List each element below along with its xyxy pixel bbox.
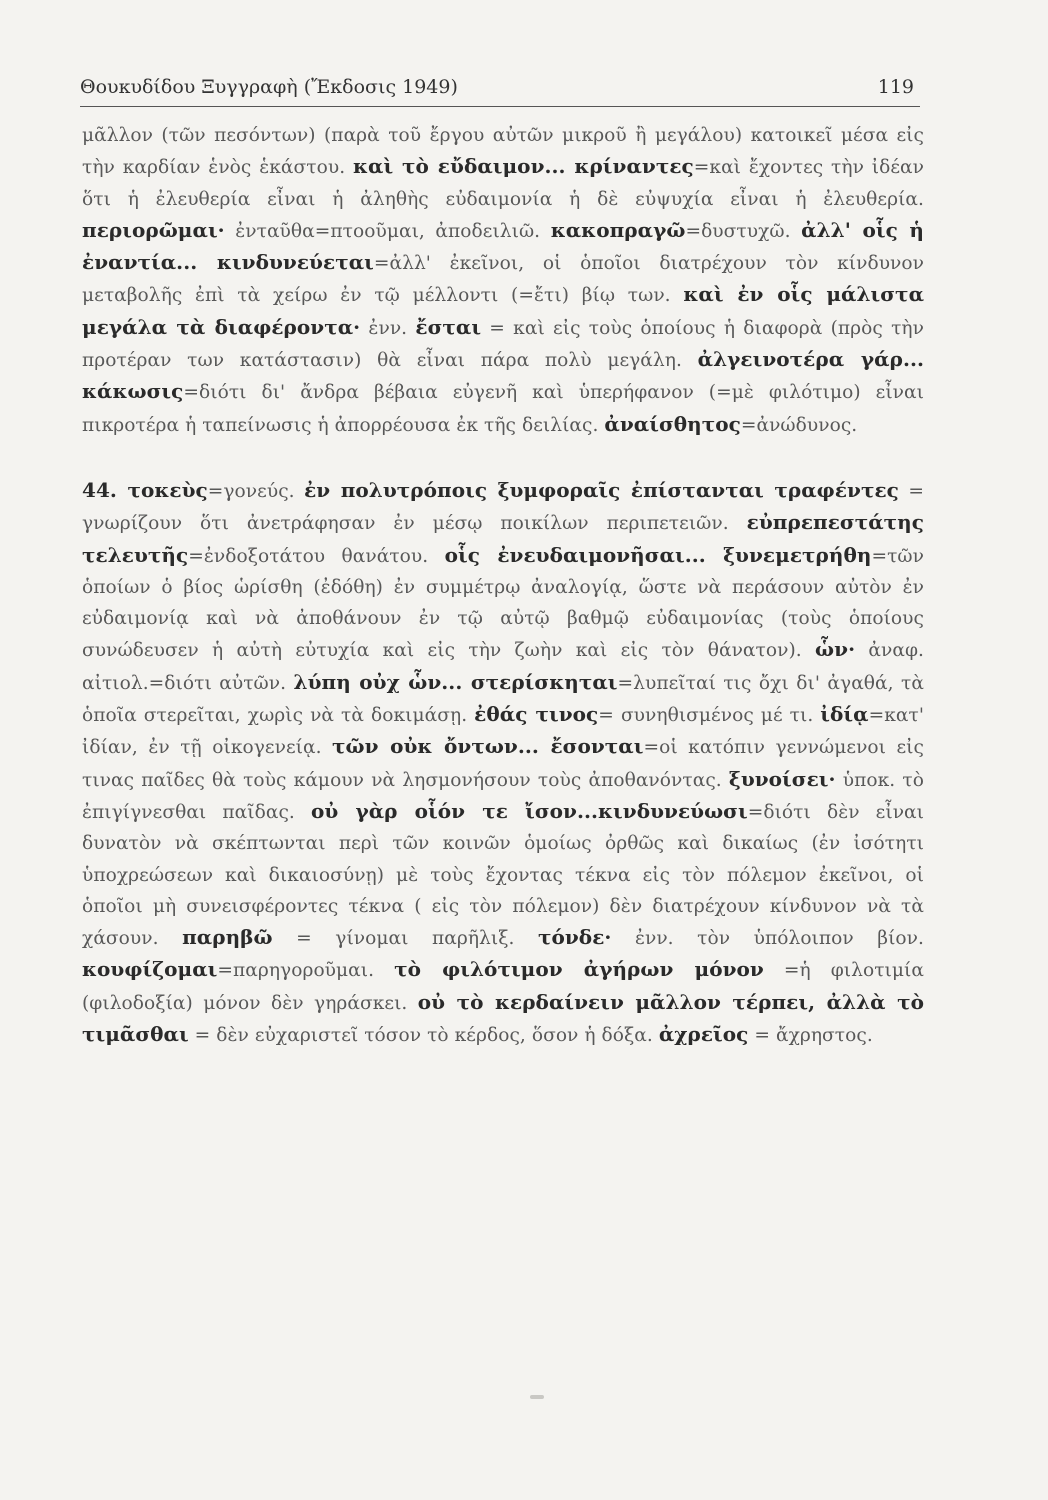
gloss-text: = καὶ εἰς τοὺς ὁποίους ἡ διαφορὰ (πρὸς τὴν προτέραν των κατάστασιν) θὰ εἶναι πάρα πολὺ μεγάλη. (82, 317, 924, 372)
lemma-term: περιορῶμαι· (82, 217, 225, 242)
running-title: Θουκυδίδου Ξυγγραφὴ (Ἔκδοσις 1949) (80, 76, 458, 98)
gloss-text: = ἄχρηστος. (748, 1025, 873, 1047)
page-number: 119 (877, 76, 914, 98)
lemma-term: οἷς ἐνευδαιμονῆσαι... ξυνεμετρήθη (444, 542, 872, 567)
paragraph-continuation (82, 120, 924, 441)
lemma-term: λύπη οὐχ ὧν... στερίσκηται (293, 669, 618, 694)
lemma-term: τόνδε· (537, 925, 612, 950)
gloss-text: =διότι δι' ἄνδρα βέβαια εὐγενῆ καὶ ὑπερήφανον (=μὲ φιλότιμο) εἶναι πικροτέρα ἡ ταπείνωσις ἡ ἀπορρέουσα ἐκ τῆς δειλίας. (82, 382, 924, 436)
gloss-text: ἀναφ. αἰτιολ.=διότι αὐτῶν. (82, 640, 925, 694)
print-smudge (530, 1395, 544, 1399)
gloss-text: = γνωρίζουν ὅτι ἀνετράφησαν ἐν μέσῳ ποικίλων περιπετειῶν. (82, 480, 924, 535)
gloss-text: =ἀνώδυνος. (740, 414, 858, 436)
gloss-text: =κατ' ἰδίαν, ἐν τῇ οἰκογενείᾳ. (82, 705, 924, 759)
gloss-text: =καὶ ἔχοντες τὴν ἰδέαν ὅτι ἡ ἐλευθερία εἶναι ἡ ἀληθὴς εὐδαιμονία ἡ δὲ εὐψυχία εἶναι ἡ ἐλευθερία. (82, 157, 924, 210)
gloss-text: =γονεύς. (207, 480, 305, 502)
lemma-term: τὸ φιλότιμον ἀγήρων μόνον (394, 957, 764, 982)
lemma-term: καὶ τὸ εὔδαιμον... κρίναντες (352, 154, 694, 179)
lemma-term: ἐθάς τινος (474, 702, 599, 727)
gloss-text: =ἡ φιλοτιμία (φιλοδοξία) μόνον δὲν γηράσκει. (82, 960, 924, 1014)
gloss-text: =παρηγοροῦμαι. (217, 960, 395, 982)
lemma-term: ἀχρεῖος (658, 1022, 749, 1047)
gloss-text: =λυπεῖταί τις ὄχι δι' ἀγαθά, τὰ ὁποῖα στερεῖται, χωρὶς νὰ τὰ δοκιμάσῃ. (82, 672, 924, 727)
lemma-term: ἔσται (415, 314, 482, 339)
gloss-text: =ἐνδοξοτάτου θανάτου. (188, 545, 445, 567)
gloss-text: = συνηθισμένος μέ τι. (598, 705, 821, 727)
gloss-text: =οἱ κατόπιν γεννώμενοι εἰς τινας παῖδες θὰ τοὺς κάμουν νὰ λησμονήσουν τοὺς ἀποθανόντας. (82, 737, 924, 791)
lemma-term: κακοπραγῶ (550, 217, 686, 242)
gloss-text: =τῶν ὁποίων ὁ βίος ὡρίσθη (ἐδόθη) ἐν συμμέτρῳ ἀναλογίᾳ, ὥστε νὰ περάσουν αὐτὸν ἐν εὐδαιμονίᾳ καὶ νὰ ἀποθάνουν ἐν τῷ αὐτῷ βαθμῷ εὐδαιμονίας (τοὺς ὁποίους συνώδευσεν ἡ αὐτὴ εὐτυχία καὶ εἰς τὴν ζωὴν καὶ εἰς τὸν θάνατον). (82, 545, 924, 662)
lemma-term: τῶν οὐκ ὄντων... ἔσονται (332, 734, 644, 759)
gloss-text: ὑποκ. τὸ ἐπιγίγνεσθαι παῖδας. (82, 769, 924, 823)
gloss-text: = γίνομαι παρῆλιξ. (272, 928, 538, 950)
lemma-term: οὐ τὸ κερδαίνειν μᾶλλον τέρπει, ἀλλὰ τὸ τιμᾶσθαι (82, 989, 924, 1047)
lemma-term: παρηβῶ (182, 925, 273, 950)
paragraph-section-44 (82, 475, 924, 1051)
lemma-term: κουφίζομαι (82, 957, 218, 982)
gloss-text: =δυστυχῶ. (685, 220, 802, 242)
gloss-text: =ἀλλ' ἐκεῖνοι, οἱ ὁποῖοι διατρέχουν τὸν κίνδυνον μεταβολῆς ἐπὶ τὰ χείρω ἐν τῷ μέλλοντι (=ἔτι) βίῳ των. (82, 253, 924, 307)
commentary-text (82, 120, 924, 1051)
gloss-text: μᾶλλον (τῶν πεσόντων) (παρὰ τοῦ ἔργου αὐτῶν μικροῦ ἢ μεγάλου) κατοικεῖ μέσα εἰς τὴν καρδίαν ἑνὸς ἑκάστου. (82, 125, 924, 179)
lemma-term: ὧν· (815, 637, 856, 662)
gloss-text: ἐνν. (360, 317, 416, 339)
lemma-term: καὶ ἐν οἷς μάλιστα μεγάλα τὰ διαφέροντα· (82, 282, 925, 339)
lemma-term: ἀλγεινοτέρα γάρ... κάκωσις (82, 347, 924, 404)
lemma-term: ἀναίσθητος (604, 411, 741, 436)
lemma-term: 44. τοκεὺς (82, 477, 208, 502)
lemma-term: οὐ γὰρ οἷόν τε ἴσον...κινδυνεύωσι (310, 798, 748, 823)
gloss-text: = δὲν εὐχαριστεῖ τόσον τὸ κέρδος, ὅσον ἡ δόξα. (188, 1025, 659, 1047)
gloss-text: =διότι δὲν εἶναι δυνατὸν νὰ σκέπτωνται περὶ τῶν κοινῶν ὁμοίως ὀρθῶς καὶ δικαίως (ἐν ἰσότητι ὑποχρεώσεων καὶ δικαιοσύνῃ) μὲ τοὺς ἔχοντας τέκνα εἰς τὸν πόλεμον ἐκεῖνοι, οἱ ὁποῖοι μὴ συνεισφέροντες τέκνα ( εἰς τὸν πόλεμον) δὲν διατρέχουν κίνδυνον νὰ τὰ χάσουν. (82, 801, 924, 950)
lemma-term: ἀλλ' οἷς ἡ ἐναντία... κινδυνεύεται (82, 217, 924, 275)
gloss-text: ἐνν. τὸν ὑπόλοιπον βίον. (611, 928, 924, 950)
lemma-term: εὐπρεπεστάτης τελευτῆς (82, 510, 924, 567)
lemma-term: ἰδίᾳ (820, 702, 869, 727)
lemma-term: ἐν πολυτρόποις ξυμφοραῖς ἐπίστανται τραφέντες (304, 477, 899, 502)
lemma-term: ξυνοίσει· (728, 766, 836, 791)
gloss-text: ἐνταῦθα=πτοοῦμαι, ἀποδειλιῶ. (224, 220, 551, 242)
running-header (80, 72, 920, 107)
